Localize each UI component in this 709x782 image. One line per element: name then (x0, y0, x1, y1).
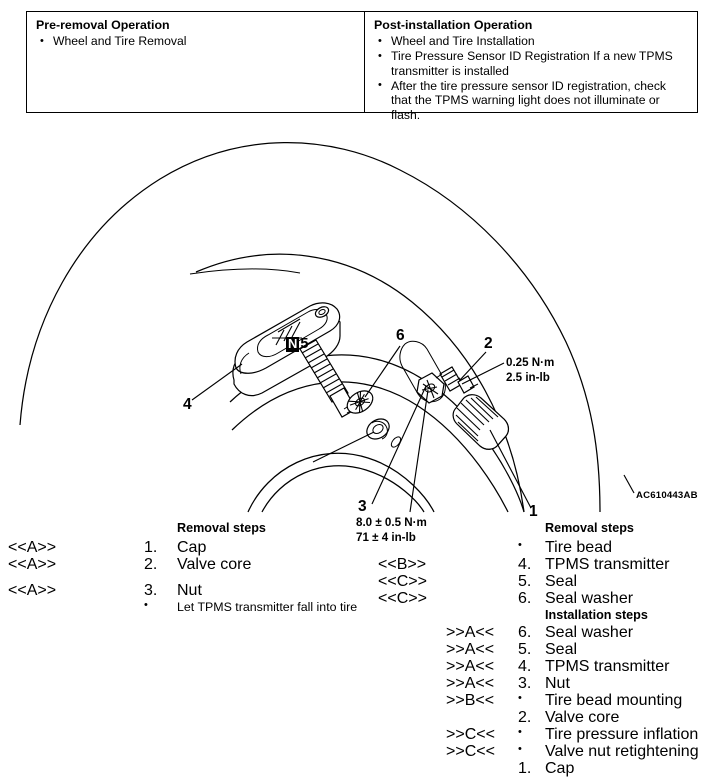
step-row (0, 599, 370, 633)
step-row (370, 573, 709, 589)
post-installation-operation-cell (365, 12, 697, 122)
leader-line-6 (365, 346, 400, 397)
nbox-number: 5 (300, 336, 309, 352)
reference-marker: <<C>> (378, 573, 427, 590)
step-number: 6. (518, 624, 532, 641)
step-label: Valve nut retightening (545, 743, 699, 760)
drawing-code: AC610443AB (636, 490, 698, 501)
step-label: Seal washer (545, 590, 634, 607)
step-bullet: • (518, 743, 522, 755)
callout-3-label: 3 (358, 498, 367, 515)
torque-spec-bottom-imperial: 71 ± 4 in-lb (356, 531, 416, 544)
step-row (0, 582, 370, 598)
left-removal-heading: Removal steps (177, 521, 266, 535)
step-row (370, 590, 709, 606)
left-steps-column (0, 520, 370, 614)
step-row (370, 709, 709, 725)
step-label: Let TPMS transmitter fall into tire (177, 600, 358, 614)
tire-bead-bridge (190, 269, 300, 274)
post-installation-item: • After the tire pressure sensor ID registration, check that the TPMS warning light does not illuminate or flash. (374, 79, 689, 123)
step-number: 5. (518, 573, 532, 590)
wheel-hub-outer-arc (248, 453, 434, 512)
pre-removal-item: • Wheel and Tire Removal (36, 34, 356, 49)
step-row (370, 675, 709, 691)
reference-marker: <<A>> (8, 556, 57, 573)
pre-removal-title: Pre-removal Operation (36, 18, 170, 32)
wheel-hub-inner-arc (262, 466, 424, 512)
step-bullet: • (518, 692, 522, 704)
step-number: 4. (518, 658, 532, 675)
step-label: Seal washer (545, 624, 634, 641)
callout-1-label: 1 (529, 503, 538, 520)
torque-spec-top-imperial: 2.5 in-lb (506, 371, 550, 384)
reference-marker: >>A<< (446, 675, 495, 692)
operations-table (26, 11, 698, 122)
step-label: Nut (545, 675, 570, 692)
reference-marker: >>C<< (446, 743, 495, 760)
step-label: Valve core (545, 709, 620, 726)
seal-part (363, 415, 393, 443)
step-bullet: • (518, 539, 522, 551)
step-row (370, 760, 709, 776)
step-number: 3. (518, 675, 532, 692)
step-number: 6. (518, 590, 532, 607)
step-row (370, 658, 709, 674)
leader-line-1 (490, 430, 531, 508)
step-label: Tire pressure inflation (545, 726, 699, 743)
step-number: 4. (518, 556, 532, 573)
step-row (370, 692, 709, 708)
step-label: Cap (545, 760, 575, 777)
right-removal-heading: Removal steps (545, 521, 634, 535)
step-label: TPMS transmitter (545, 556, 670, 573)
tpms-transmitter-part (233, 303, 356, 417)
step-label: Seal (545, 641, 578, 658)
post-installation-item: • Tire Pressure Sensor ID Registration If a new TPMS transmitter is installed (374, 49, 689, 78)
step-label: Seal (545, 573, 578, 590)
reference-marker: <<C>> (378, 590, 427, 607)
step-row (370, 539, 709, 555)
step-number: 2. (144, 556, 158, 573)
reference-marker: >>B<< (446, 692, 495, 709)
reference-marker: >>A<< (446, 658, 495, 675)
callout-2-label: 2 (484, 335, 493, 352)
step-label: Valve core (177, 556, 252, 573)
step-label: Cap (177, 539, 207, 556)
pre-removal-operation-cell (27, 12, 365, 112)
valve-cap-part (453, 395, 508, 450)
reference-marker: >>A<< (446, 641, 495, 658)
step-row (370, 556, 709, 572)
step-label: Nut (177, 582, 202, 599)
right-install-heading-row (370, 607, 709, 623)
callout-4-label: 4 (183, 396, 192, 413)
step-row (0, 556, 370, 572)
step-number: 1. (518, 760, 532, 777)
step-label: Tire bead mounting (545, 692, 683, 709)
post-installation-item: • Wheel and Tire Installation (374, 34, 689, 49)
nbox-symbol: N (288, 336, 298, 351)
step-row (370, 641, 709, 657)
torque-spec-bottom-metric: 8.0 ± 0.5 N·m (356, 516, 427, 529)
reference-marker: <<A>> (8, 539, 57, 556)
leader-line-torque-top (462, 363, 504, 384)
step-label: Tire bead (545, 539, 612, 556)
reference-marker: <<A>> (8, 582, 57, 599)
leader-line-torque-bottom (410, 390, 428, 512)
nbox-reference-marker (286, 336, 308, 352)
pre-removal-list (36, 34, 356, 49)
step-bullet: • (518, 726, 522, 738)
steps-section (0, 520, 709, 782)
step-number: 3. (144, 582, 158, 599)
step-number: 2. (518, 709, 532, 726)
step-row (0, 539, 370, 555)
step-row (370, 726, 709, 742)
callout-6-label: 6 (396, 327, 405, 344)
reference-marker: <<B>> (378, 556, 427, 573)
step-row (370, 743, 709, 759)
leader-line-drawcode (624, 475, 634, 493)
step-label: TPMS transmitter (545, 658, 670, 675)
reference-marker: >>C<< (446, 726, 495, 743)
post-installation-list (374, 34, 689, 123)
reference-marker: >>A<< (446, 624, 495, 641)
step-number: 5. (518, 641, 532, 658)
step-bullet: • (144, 599, 148, 611)
post-installation-title: Post-installation Operation (374, 18, 533, 32)
torque-spec-top-metric: 0.25 N·m (506, 356, 555, 369)
step-number: 1. (144, 539, 158, 556)
step-row (370, 624, 709, 640)
right-install-heading: Installation steps (545, 608, 648, 622)
